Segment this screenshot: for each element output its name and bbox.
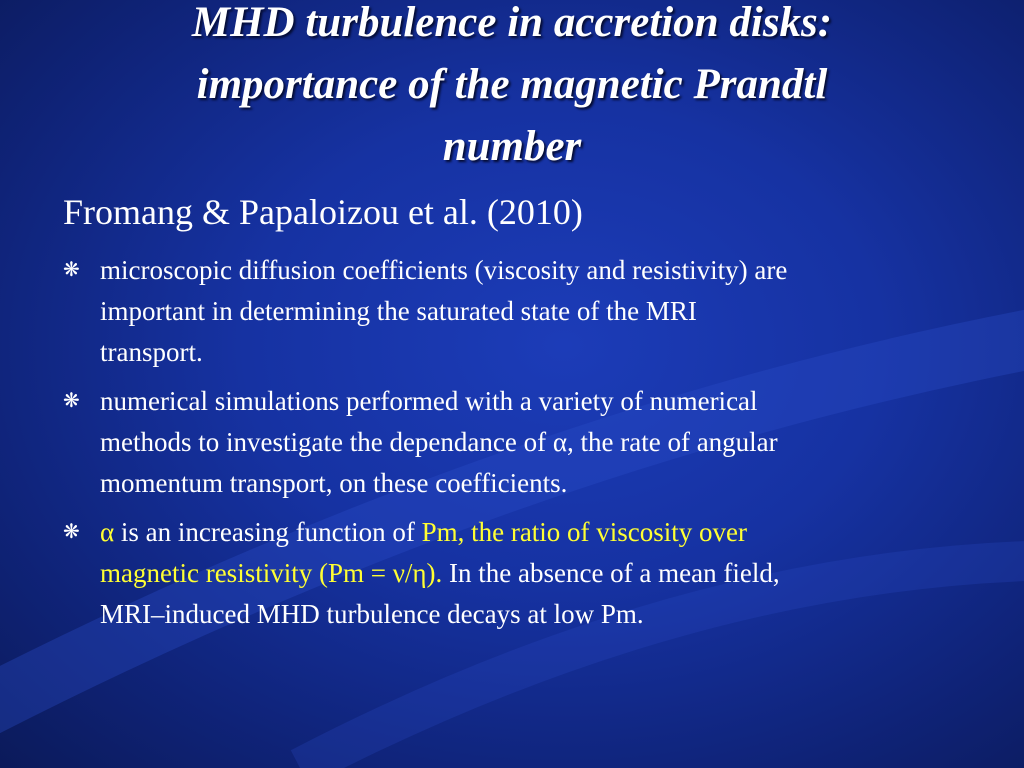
snowflake-asterisk-icon: ❋ [63, 259, 80, 281]
snowflake-asterisk-icon: ❋ [63, 390, 80, 412]
bullet-item [63, 512, 963, 635]
title-line: MHD turbulence in accretion disks: [191, 0, 833, 46]
bullet-text: is an increasing function of [114, 517, 422, 547]
snowflake-asterisk-icon: ❋ [63, 521, 80, 543]
bullet-text: In the absence of a mean field, [442, 558, 780, 588]
bullet-line [100, 512, 963, 553]
title-line: importance of the magnetic Prandtl [196, 61, 828, 108]
alpha-symbol: α [100, 517, 115, 547]
highlight-text: magnetic resistivity (Pm = ν/η). [100, 558, 443, 588]
bullet-line: important in determining the saturated state of the MRI [100, 296, 697, 326]
bullet-line [100, 553, 963, 594]
bullet-line: momentum transport, on these coefficients. [100, 468, 568, 498]
slide-title [40, 0, 984, 178]
title-line: number [442, 123, 582, 170]
bullet-line: numerical simulations performed with a variety of numerical [100, 386, 758, 416]
bullet-list [63, 250, 963, 643]
bullet-line: MRI–induced MHD turbulence decays at low Pm. [100, 599, 644, 629]
slide-subtitle: Fromang & Papaloizou et al. (2010) [63, 192, 583, 232]
bullet-line: transport. [100, 337, 203, 367]
highlight-text: Pm, the ratio of viscosity over [421, 517, 748, 547]
bullet-line: methods to investigate the dependance of α, the rate of angular [100, 427, 778, 457]
bullet-item [63, 381, 963, 504]
bullet-line: microscopic diffusion coefficients (viscosity and resistivity) are [100, 255, 788, 285]
bullet-item [63, 250, 963, 373]
